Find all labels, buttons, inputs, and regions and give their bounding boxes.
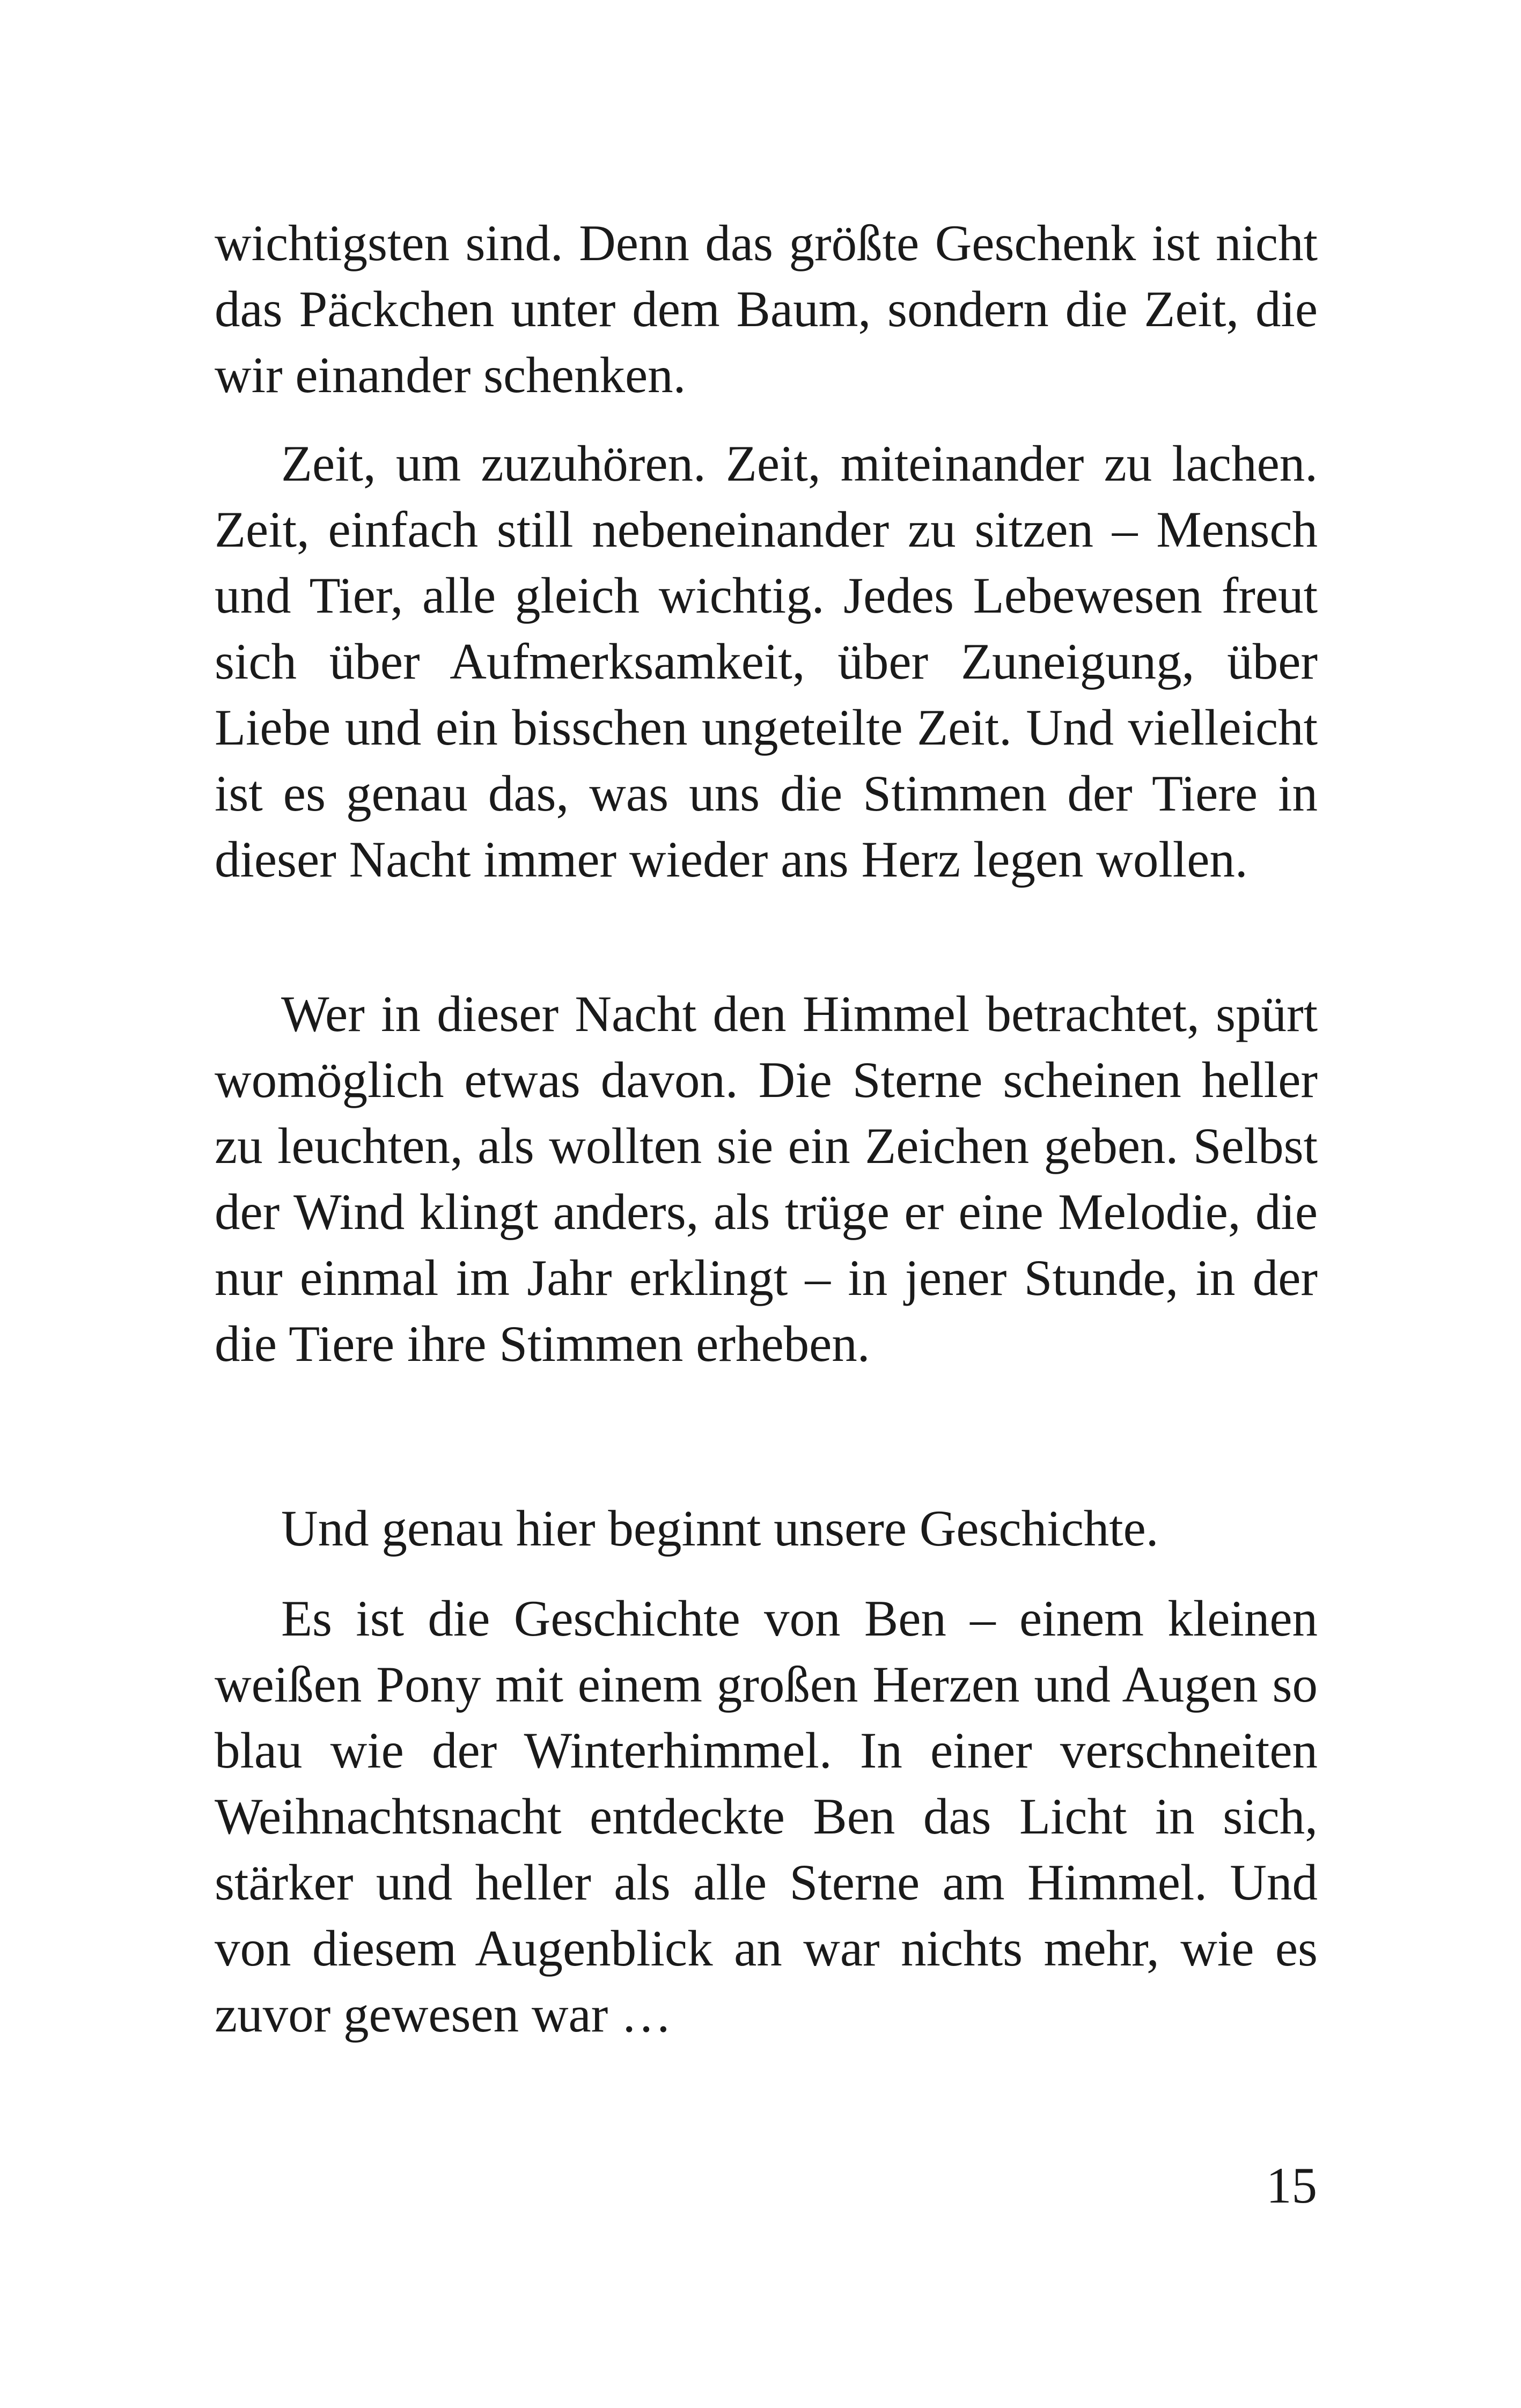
paragraph-time bbox=[215, 431, 1318, 893]
paragraph-continuation bbox=[215, 210, 1318, 408]
page-number: 15 bbox=[1266, 2157, 1317, 2214]
paragraph-text: Und genau hier beginnt unsere Geschichte. bbox=[281, 1500, 1159, 1557]
paragraph-text: Wer in dieser Nacht den Himmel betrachtet, spürt womöglich etwas davon. Die Sterne scheinen heller zu leuchten, als wollten sie ein Zeichen geben. Selbst der Wind klingt anders, als trüge er eine Melodie, die nur einmal im Jahr erklingt – in jener Stunde, in der die Tiere ihre Stimmen erheben. bbox=[215, 985, 1318, 1372]
paragraph-text: wichtigsten sind. Denn das größte Geschenk ist nicht das Päckchen unter dem Baum, sondern die Zeit, die wir einander schenken. bbox=[215, 215, 1318, 403]
paragraph-ben-story bbox=[215, 1586, 1318, 2048]
paragraph-text: Zeit, um zuzuhören. Zeit, miteinander zu lachen. Zeit, einfach still nebeneinander zu sitzen – Mensch und Tier, alle gleich wichtig. Jedes Lebewesen freut sich über Aufmerksamkeit, über Zuneigung, über Liebe und ein bisschen ungeteilte Zeit. Und vielleicht ist es genau das, was uns die Stimmen der Tiere in dieser Nacht immer wieder ans Herz legen wollen. bbox=[215, 435, 1318, 888]
paragraph-story-begins bbox=[215, 1496, 1318, 1562]
paragraph-night-sky bbox=[215, 981, 1318, 1377]
paragraph-text: Es ist die Geschichte von Ben – einem kleinen weißen Pony mit einem großen Herzen und Augen so blau wie der Winterhimmel. In einer verschneiten Weihnachtsnacht entdeckte Ben das Licht in sich, stärker und heller als alle Sterne am Himmel. Und von diesem Augenblick an war nichts mehr, wie es zuvor gewesen war … bbox=[215, 1590, 1318, 2043]
